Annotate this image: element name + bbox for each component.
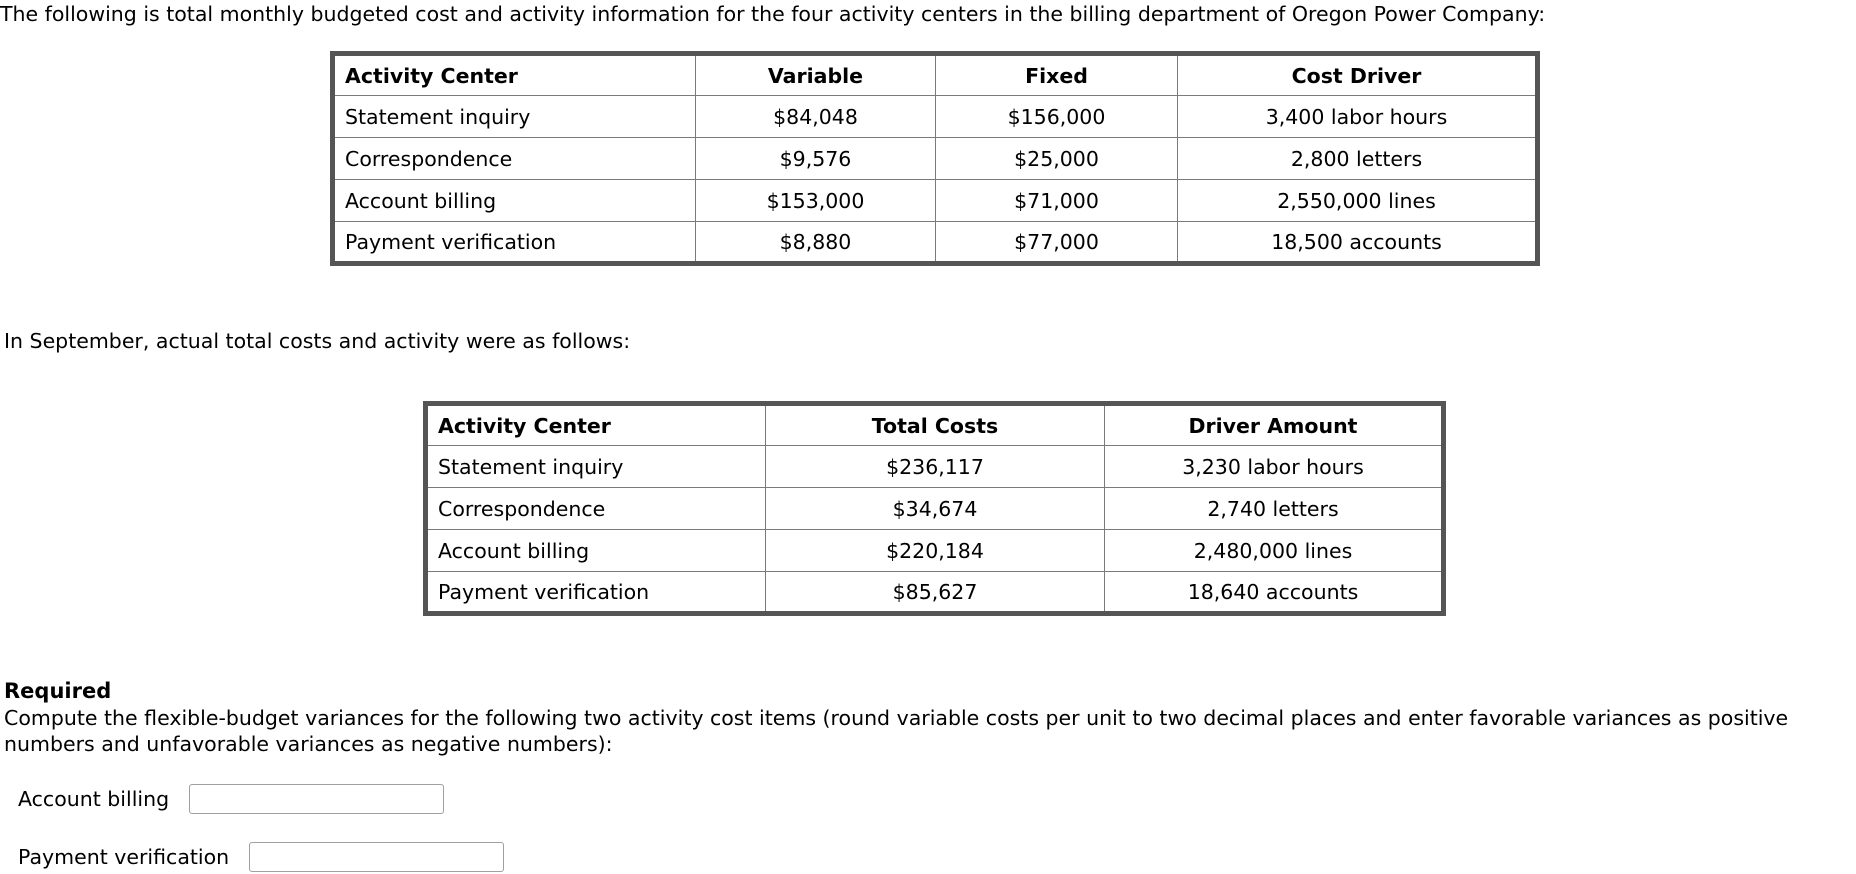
table-cell: 18,640 accounts: [1105, 572, 1444, 614]
table-cell: $34,674: [766, 488, 1105, 530]
table-cell: $236,117: [766, 446, 1105, 488]
table-cell: $9,576: [696, 138, 936, 180]
actual-table: [423, 401, 1446, 616]
table-cell: $71,000: [936, 180, 1178, 222]
table-row: [333, 222, 1538, 264]
table-cell: $84,048: [696, 96, 936, 138]
intro-text: The following is total monthly budgeted cost and activity information for the four activity centers in the billing department of Oregon Power Company:: [0, 2, 1546, 26]
column-header: Activity Center: [426, 404, 766, 446]
required-instructions: Compute the flexible-budget variances for the following two activity cost items (round variable costs per unit to two decimal places and enter favorable variances as positive numbers and unfavorable variances as negative numbers):: [4, 706, 1789, 756]
table-cell: $77,000: [936, 222, 1178, 264]
table-row: [333, 180, 1538, 222]
required-heading: Required: [4, 679, 112, 703]
payment-verification-field-row: [18, 842, 504, 872]
column-header: Total Costs: [766, 404, 1105, 446]
table-row: [426, 446, 1444, 488]
table-cell: 2,480,000 lines: [1105, 530, 1444, 572]
column-header: Activity Center: [333, 54, 696, 96]
table-cell: 2,550,000 lines: [1178, 180, 1538, 222]
table-cell: 2,800 letters: [1178, 138, 1538, 180]
table-header-row: [426, 404, 1444, 446]
table-row: [426, 488, 1444, 530]
table-cell: 3,400 labor hours: [1178, 96, 1538, 138]
table-cell: Statement inquiry: [426, 446, 766, 488]
table-cell: Correspondence: [333, 138, 696, 180]
payment-verification-input[interactable]: [249, 842, 504, 872]
table-row: [426, 530, 1444, 572]
table-cell: 2,740 letters: [1105, 488, 1444, 530]
table-cell: 18,500 accounts: [1178, 222, 1538, 264]
september-text: In September, actual total costs and activity were as follows:: [4, 329, 631, 353]
column-header: Variable: [696, 54, 936, 96]
table-cell: Correspondence: [426, 488, 766, 530]
budget-table: [330, 51, 1540, 266]
table-cell: Payment verification: [426, 572, 766, 614]
column-header: Cost Driver: [1178, 54, 1538, 96]
table-row: [333, 138, 1538, 180]
account-billing-field-row: [18, 784, 444, 814]
payment-verification-label: Payment verification: [18, 845, 230, 869]
table-row: [426, 572, 1444, 614]
table-cell: Payment verification: [333, 222, 696, 264]
column-header: Driver Amount: [1105, 404, 1444, 446]
account-billing-input[interactable]: [189, 784, 444, 814]
table-cell: $153,000: [696, 180, 936, 222]
table-cell: $85,627: [766, 572, 1105, 614]
table-cell: $8,880: [696, 222, 936, 264]
table-row: [333, 96, 1538, 138]
table-cell: $25,000: [936, 138, 1178, 180]
table-cell: $156,000: [936, 96, 1178, 138]
table-cell: Account billing: [426, 530, 766, 572]
table-cell: Statement inquiry: [333, 96, 696, 138]
table-cell: Account billing: [333, 180, 696, 222]
table-cell: $220,184: [766, 530, 1105, 572]
table-cell: 3,230 labor hours: [1105, 446, 1444, 488]
column-header: Fixed: [936, 54, 1178, 96]
account-billing-label: Account billing: [18, 787, 170, 811]
table-header-row: [333, 54, 1538, 96]
